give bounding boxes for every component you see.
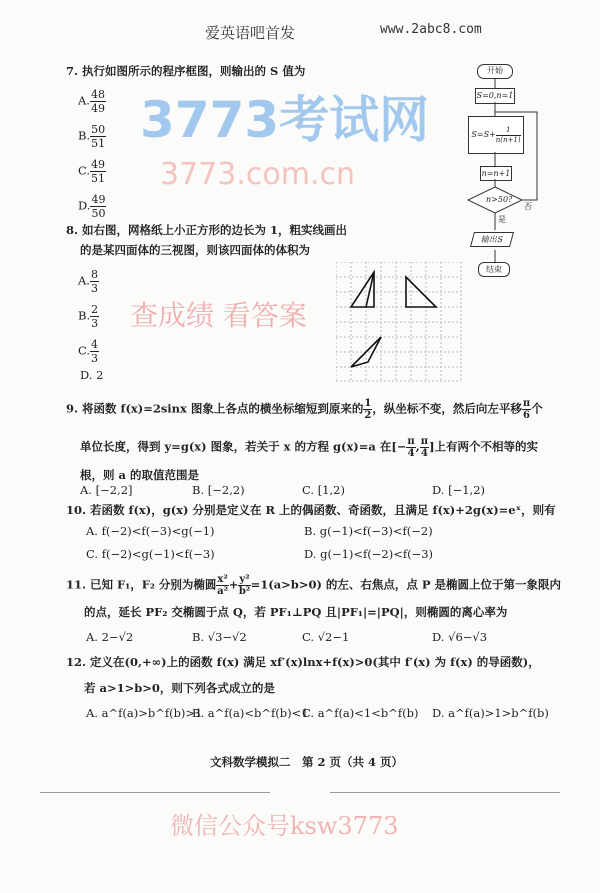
q8-line1: 8. 如右图，网格纸上小正方形的边长为 1，粗实线画出 xyxy=(66,223,348,237)
q11-option: A. 2−√2 xyxy=(86,630,134,644)
q11-option: C. √2−1 xyxy=(302,630,350,644)
q11-option: B. √3−√2 xyxy=(192,630,247,644)
q9-line2: 单位长度，得到 y=g(x) 图象，若关于 x 的方程 g(x)=a 在[− $\frac{\pi}{4}$ , $\frac{\pi}{4}$ ]上有两个不相等的实 xyxy=(80,436,539,459)
q9-option: B. [−2,2) xyxy=(192,483,245,497)
header-site: 爱英语吧首发 xyxy=(205,24,296,42)
q9-option: A. [−2,2] xyxy=(80,483,133,497)
q12-option: B. a^f(a)<b^f(b)<1 xyxy=(192,706,309,720)
flow-update: S=S+ $\frac{1}{n(n+1)}$ xyxy=(468,116,524,154)
flow-end: 结束 xyxy=(478,262,510,277)
q8-option: B. $\frac{2}{3}$ xyxy=(78,303,99,330)
q8-option-d: D. 2 xyxy=(80,368,104,382)
page-footer: 文科数学模拟二 第 2 页（共 4 页） xyxy=(210,755,404,769)
q10-option: A. f(−2)<f(−3)<g(−1) xyxy=(86,524,215,538)
q11-line1: 11. 已知 F₁，F₂ 分别为椭圆 $\frac{\text{x²}}{\text{a²}}$ + $\frac{\text{y²}}{\text{b²}}$ =1(a>b>0) 的左、右焦点，点 P 是椭圆上位于第一象限内 xyxy=(66,574,562,597)
watermark-domain: 3773.com.cn xyxy=(160,157,355,192)
q11-line2: 的点，延长 PF₂ 交椭圆于点 Q，若 PF₁⊥PQ 且|PF₁|=|PQ|，则椭圆的离心率为 xyxy=(84,605,508,619)
q9-line3: 根，则 a 的取值范围是 xyxy=(80,468,199,482)
q7-stem: 7. 执行如图所示的程序框图，则输出的 S 值为 xyxy=(66,64,306,78)
q9-option: C. [1,2) xyxy=(302,483,345,497)
q12-option: D. a^f(a)>1>b^f(b) xyxy=(432,706,549,720)
divider xyxy=(40,792,270,793)
q10-stem: 10. 若函数 f(x)，g(x) 分别是定义在 R 上的偶函数、奇函数，且满足 f(x)+2g(x)=eˣ，则有 xyxy=(66,503,556,517)
flow-start: 开始 xyxy=(477,64,513,79)
watermark-wechat: 微信公众号ksw3773 xyxy=(170,812,399,840)
three-view-grid xyxy=(336,262,462,382)
q10-option: D. g(−1)<f(−2)<f(−3) xyxy=(304,547,434,561)
flow-output: 输出S xyxy=(470,232,514,247)
flow-no: 否 xyxy=(524,202,532,211)
flow-condition: n>50? xyxy=(486,195,513,204)
flow-increment: n=n+1 xyxy=(480,166,512,181)
header-url: www.2abc8.com xyxy=(380,22,482,37)
q9-option: D. [−1,2) xyxy=(432,483,486,497)
divider xyxy=(330,792,560,793)
q10-option: C. f(−2)<g(−1)<f(−3) xyxy=(86,547,215,561)
flow-init: S=0,n=1 xyxy=(475,88,515,104)
watermark-logo: 3773考试网 xyxy=(140,91,430,149)
q7-option: C. $\frac{49}{51}$ xyxy=(78,158,106,185)
flow-yes: 是 xyxy=(498,215,506,224)
q8-line2: 的是某四面体的三视图，则该四面体的体积为 xyxy=(80,243,310,257)
q12-line2: 若 a>1>b>0，则下列各式成立的是 xyxy=(84,681,275,695)
q8-option: A. $\frac{8}{3}$ xyxy=(78,268,98,295)
q7-option: A. $\frac{48}{49}$ xyxy=(78,88,105,115)
q8-option: C. $\frac{4}{3}$ xyxy=(78,338,99,365)
q10-option: B. g(−1)<f(−3)<f(−2) xyxy=(304,524,433,538)
watermark-slogan: 查成绩 看答案 xyxy=(130,299,307,332)
q7-option: B. $\frac{50}{51}$ xyxy=(78,123,106,150)
q12-option: A. a^f(a)>b^f(b)>1 xyxy=(86,706,203,720)
q12-line1: 12. 定义在(0,+∞)上的函数 f(x) 满足 xf′(x)lnx+f(x)>0(其中 f′(x) 为 f(x) 的导函数)， xyxy=(66,655,540,669)
q11-option: D. √6−√3 xyxy=(432,630,488,644)
flowchart-connectors xyxy=(460,60,550,280)
q9-line1: 9. 将函数 f(x)=2sinx 图象上各点的横坐标缩短到原来的 $\frac{1}{2}$ ，纵坐标不变，然后向左平移 $\frac{\pi}{6}$ 个 xyxy=(66,398,543,421)
q7-option: D. $\frac{49}{50}$ xyxy=(78,193,106,220)
q12-option: C. a^f(a)<1<b^f(b) xyxy=(302,706,419,720)
